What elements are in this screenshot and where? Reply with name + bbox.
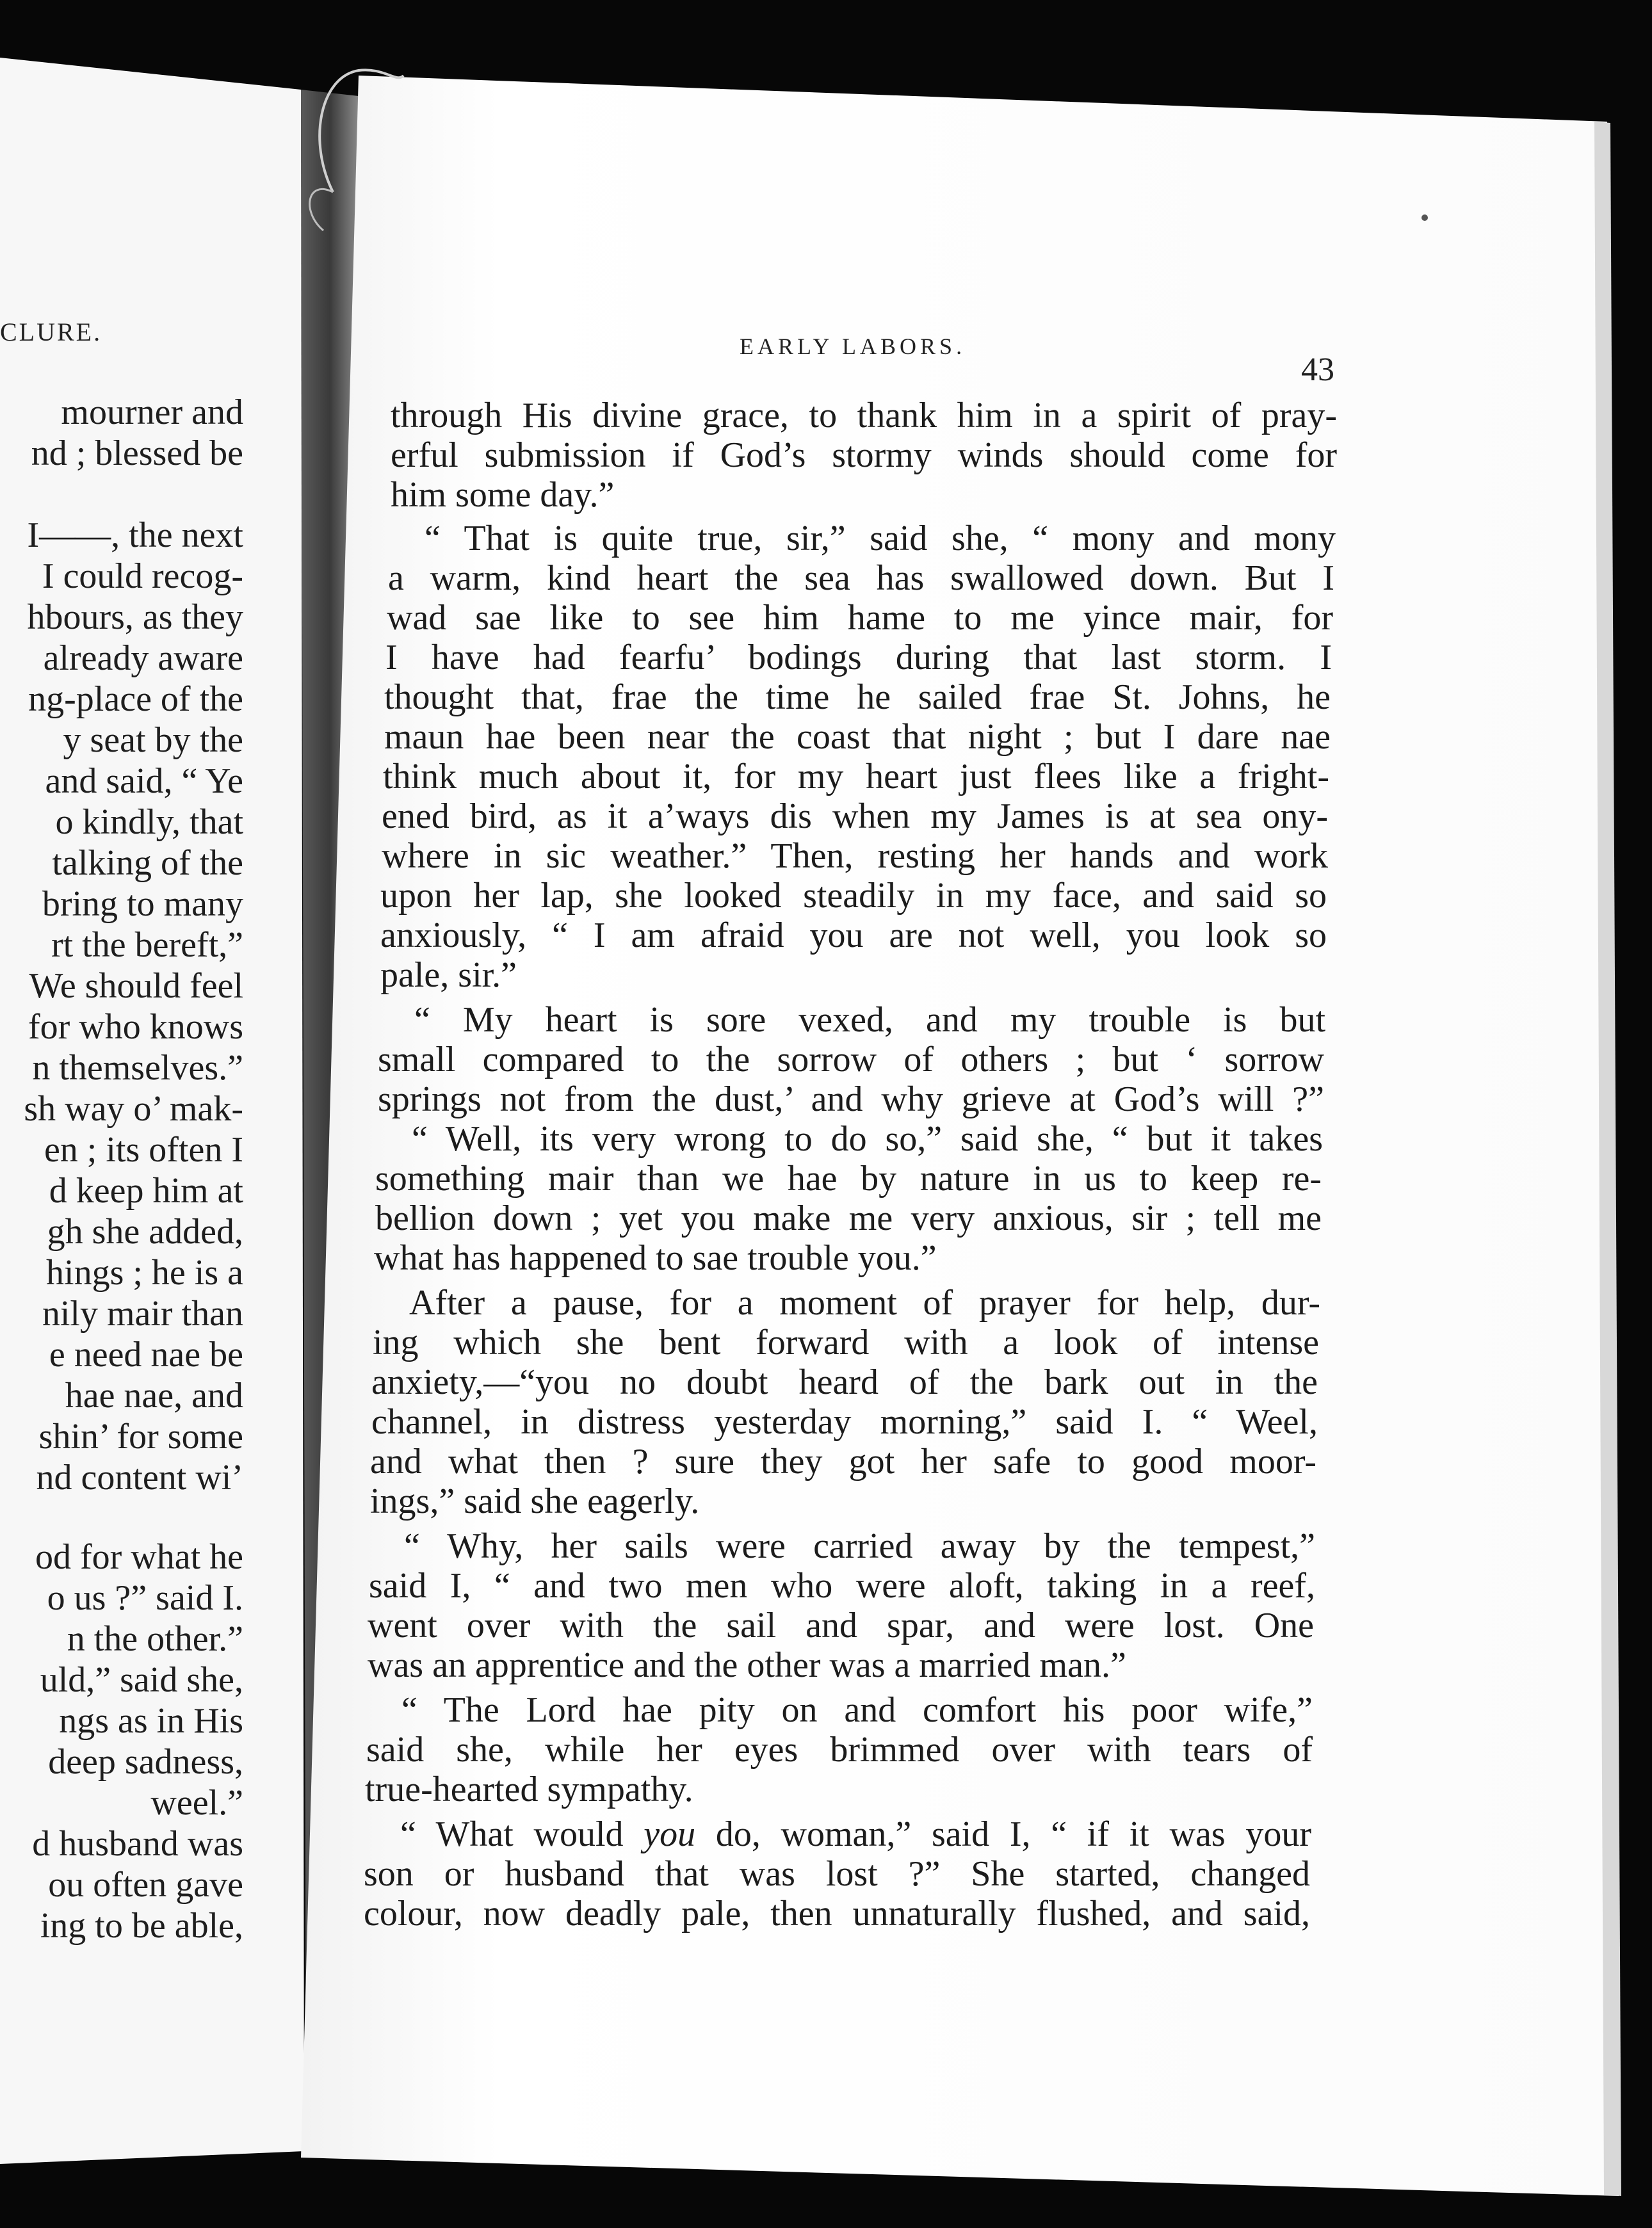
left-line: weel.” [150,1783,243,1823]
left-line: en ; its often I [44,1130,243,1170]
left-line: hbours, as they [27,597,243,637]
text-line: said she, while her eyes brimmed over with tears of [366,1730,1313,1770]
text-line: was an apprentice and the other was a married man.” [368,1645,1126,1685]
text-line [365,1814,1311,1854]
left-line: for who knows [28,1007,243,1047]
text-line: something mair than we hae by nature in us to keep re- [375,1159,1322,1199]
text-line: ing which she bent forward with a look of intense [373,1323,1319,1362]
left-line: hings ; he is a [46,1253,243,1293]
left-line: nd ; blessed be [31,433,243,473]
left-line: I——, the next [27,515,243,555]
text-line: After a pause, for a moment of prayer for help, dur- [409,1283,1320,1323]
left-line: d husband was [32,1824,243,1864]
text-line: ened bird, as it a’ways dis when my James is at sea ony- [382,796,1328,836]
left-line: talking of the [52,843,243,883]
left-line: shin’ for some [38,1417,243,1457]
text-line: him some day.” [391,475,615,515]
left-page-text [0,0,301,2228]
text-line: “ That is quite true, sir,” said she, “ mony and mony [425,519,1336,558]
text-line: small compared to the sorrow of others ; but ‘ sorrow [378,1040,1324,1079]
left-line: d keep him at [49,1171,243,1211]
text-line: think much about it, for my heart just flees like a fright- [383,757,1329,796]
text-line: ings,” said she eagerly. [370,1481,700,1521]
left-line: ou often gave [48,1865,243,1905]
text-line: bellion down ; yet you make me very anxious, sir ; tell me [375,1199,1322,1238]
left-line: o kindly, that [55,802,243,842]
left-line: already aware [43,638,243,678]
left-line: mourner and [61,392,243,432]
text-line: through His divine grace, to thank him in a spirit of pray- [391,396,1337,435]
left-line: bring to many [42,884,243,924]
text-fragment: “ What would [400,1814,644,1854]
text-fragment: do, woman,” said I, “ if it was your [695,1814,1311,1854]
left-line: nily mair than [42,1294,243,1334]
text-line: anxiety,—“you no doubt heard of the bark out in the [371,1362,1318,1402]
text-line: son or husband that was lost ?” She started, changed [364,1854,1310,1894]
text-line: wad sae like to see him hame to me yince mair, for [387,598,1333,638]
text-line: “ Why, her sails were carried away by the tempest,” [404,1526,1315,1566]
text-line: pale, sir.” [380,955,517,995]
text-line: channel, in distress yesterday morning,” said I. “ Weel, [371,1402,1318,1442]
text-line: springs not from the dust,’ and why grieve at God’s will ?” [378,1079,1324,1119]
left-running-head: CLURE. [0,318,102,346]
left-line: n themselves.” [32,1048,243,1088]
left-line: uld,” said she, [40,1660,243,1700]
left-line: deep sadness, [48,1742,243,1782]
text-line: went over with the sail and spar, and were lost. One [368,1606,1314,1645]
left-line: ngs as in His [59,1701,243,1741]
text-line: said I, “ and two men who were aloft, taking in a reef, [369,1566,1315,1606]
left-line: sh way o’ mak- [24,1089,243,1129]
left-line: e need nae be [49,1335,243,1375]
text-line: “ The Lord hae pity on and comfort his poor wife,” [401,1690,1313,1730]
text-line: upon her lap, she looked steadily in my face, and said so [380,876,1327,916]
text-line: thought that, frae the time he sailed frae St. Johns, he [384,677,1331,717]
left-line: I could recog- [42,556,243,596]
text-line: and what then ? sure they got her safe to good moor- [370,1442,1316,1481]
left-line: gh she added, [47,1212,243,1252]
running-head: EARLY LABORS. [740,334,966,359]
left-line: nd content wi’ [36,1458,243,1497]
left-line: od for what he [35,1537,243,1577]
left-line: rt the bereft,” [51,925,243,965]
left-line: o us ?” said I. [47,1578,243,1618]
left-line: n the other.” [67,1619,243,1659]
text-line: I have had fearfu’ bodings during that last storm. I [385,638,1332,677]
left-line: ng-place of the [28,679,243,719]
left-line: ing to be able, [40,1906,243,1946]
text-line: true-hearted sympathy. [365,1770,693,1809]
emphasis-you: you [644,1814,696,1854]
text-line: a warm, kind heart the sea has swallowed down. But I [388,558,1334,598]
text-line: “ Well, its very wrong to do so,” said she, “ but it takes [412,1119,1323,1159]
text-line: where in sic weather.” Then, resting her hands and work [382,836,1328,876]
page-number: 43 [1301,351,1334,388]
text-line: erful submission if God’s stormy winds should come for [391,435,1337,475]
left-line: and said, “ Ye [45,761,243,801]
text-line: maun hae been near the coast that night ; but I dare nae [384,717,1331,757]
left-line: y seat by the [63,720,243,760]
text-line: colour, now deadly pale, then unnaturally flushed, and said, [364,1894,1310,1933]
left-line: hae nae, and [65,1376,243,1416]
text-line: what has happened to sae trouble you.” [374,1238,937,1278]
left-line: We should feel [29,966,243,1006]
text-line: “ My heart is sore vexed, and my trouble is but [414,1000,1325,1040]
text-line: anxiously, “ I am afraid you are not well, you look so [380,916,1327,955]
